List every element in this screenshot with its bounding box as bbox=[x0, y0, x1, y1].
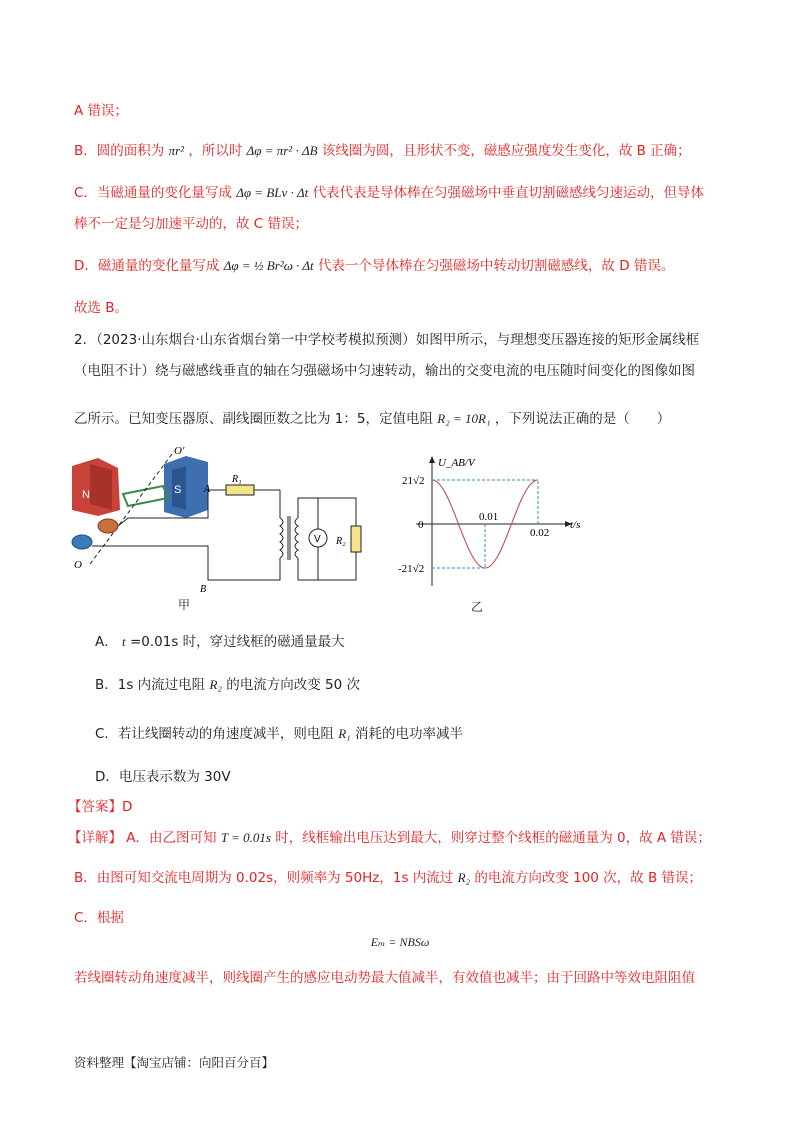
chart-y-arrow bbox=[429, 456, 435, 463]
caption-jia: 甲 bbox=[178, 598, 191, 612]
answer-label: 【答案】D bbox=[68, 799, 133, 815]
label-a: A bbox=[204, 484, 211, 495]
chart-voltage-time bbox=[370, 452, 600, 598]
question-line-1: 2．（2023·山东烟台·山东省烟台第一中学校考模拟预测）如图甲所示，与理想变压器连接的矩形金属线框 bbox=[74, 332, 700, 348]
question-line-2: （电阻不计）绕与磁感线垂直的轴在匀强磁场中匀速转动，输出的交变电流的电压随时间变化的图像如图 bbox=[74, 363, 695, 379]
question-line-3 bbox=[74, 407, 670, 427]
resistor-r2 bbox=[351, 526, 361, 552]
option-a bbox=[95, 630, 345, 650]
text-b-pre: B．圆的面积为 bbox=[74, 143, 165, 159]
label-r2: R₂ bbox=[336, 536, 346, 547]
math-dphi-d: Δφ = ½ Br²ω · Δt bbox=[223, 258, 314, 273]
resistor-r1 bbox=[226, 485, 254, 495]
text-d-pre: D．磁通量的变化量写成 bbox=[74, 258, 220, 274]
chart-y-top-label: 21√2 bbox=[402, 475, 425, 487]
text-b-mid: ，所以时 bbox=[188, 143, 243, 159]
chart-zero-label: 0 bbox=[418, 519, 424, 531]
question-line-3-post: ，下列说法正确的是（ ） bbox=[494, 411, 671, 427]
detail-a bbox=[68, 826, 711, 846]
detail-c: C．根据 bbox=[74, 910, 124, 926]
math-r2-eq: R₂ = 10R₁ bbox=[437, 411, 491, 426]
chart-x-tick-0.02: 0.02 bbox=[530, 527, 550, 539]
option-c-post: 消耗的电功率减半 bbox=[355, 726, 463, 742]
text-a-wrong: A 错误； bbox=[74, 103, 129, 119]
math-r2-b: R₂ bbox=[457, 870, 471, 885]
label-o-bottom: O bbox=[74, 559, 82, 571]
math-pi-r2: πr² bbox=[168, 143, 185, 158]
detail-a-post: 时，线框输出电压达到最大，则穿过整个线框的磁通量为 0，故 A 错误； bbox=[275, 830, 711, 846]
slip-ring-1 bbox=[98, 519, 118, 533]
option-d: D．电压表示数为 30V bbox=[95, 769, 231, 785]
math-t-eq: T = 0.01s bbox=[220, 830, 271, 845]
math-dphi-c: Δφ = BLv · Δt bbox=[236, 185, 309, 200]
text-d-line bbox=[74, 254, 674, 274]
option-a-label: A． bbox=[95, 634, 118, 650]
option-c-pre: C．若让线圈转动的角速度减半，则电阻 bbox=[95, 726, 334, 742]
label-n: N bbox=[82, 489, 90, 501]
math-r1: R₁ bbox=[338, 726, 351, 741]
option-a-text: =0.01s 时，穿过线框的磁通量最大 bbox=[129, 634, 345, 650]
caption-yi: 乙 bbox=[471, 600, 484, 614]
label-v: V bbox=[314, 534, 321, 545]
math-dphi-b: Δφ = πr² · ΔB bbox=[246, 143, 318, 158]
text-c-pre: C．当磁通量的变化量写成 bbox=[74, 185, 232, 201]
detail-a-pre: A．由乙图可知 bbox=[126, 830, 217, 846]
text-d-post: 代表一个导体棒在匀强磁场中转动切割磁感线，故 D 错误。 bbox=[317, 258, 675, 274]
text-c-line bbox=[74, 181, 704, 201]
transformer-primary bbox=[280, 518, 283, 558]
option-b-post: 的电流方向改变 50 次 bbox=[226, 677, 361, 693]
chart-x-label: t/s bbox=[570, 519, 581, 531]
option-c bbox=[95, 722, 463, 742]
chart-y-bottom-label: -21√2 bbox=[398, 563, 425, 575]
math-t: t bbox=[122, 634, 126, 649]
detail-b bbox=[74, 866, 702, 886]
text-c-post: 代表代表是导体棒在匀强磁场中垂直切割磁感线匀速运动，但导体 bbox=[312, 185, 705, 201]
text-b-post: 该线圈为圆，且形状不变，磁感应强度发生变化，故 B 正确； bbox=[321, 143, 691, 159]
option-b bbox=[95, 673, 360, 693]
question-line-3-pre: 乙所示。已知变压器原、副线圈匝数之比为 1：5，定值电阻 bbox=[74, 411, 433, 427]
label-s: S bbox=[174, 484, 182, 496]
detail-last: 若线圈转动角速度减半，则线圈产生的感应电动势最大值减半，有效值也减半；由于回路中等效电阻阻值 bbox=[74, 970, 695, 986]
detail-b-post: 的电流方向改变 100 次，故 B 错误； bbox=[474, 870, 703, 886]
chart-x-tick-0.01: 0.01 bbox=[479, 511, 499, 523]
label-o-top: O′ bbox=[174, 446, 185, 457]
detail-tag: 【详解】 bbox=[68, 830, 122, 846]
footer-text: 资料整理【淘宝店铺：向阳百分百】 bbox=[74, 1055, 275, 1070]
option-b-pre: B．1s 内流过电阻 bbox=[95, 677, 206, 693]
figure-generator-circuit bbox=[68, 446, 368, 616]
detail-b-pre: B．由图可知交流电周期为 0.02s，则频率为 50Hz，1s 内流过 bbox=[74, 870, 454, 886]
text-c-cont: 棒不一定是匀加速平动的，故 C 错误； bbox=[74, 216, 309, 232]
slip-ring-2 bbox=[72, 535, 92, 549]
chart-y-label: U_AB/V bbox=[438, 457, 475, 469]
text-b-line bbox=[74, 139, 691, 159]
transformer-secondary bbox=[295, 518, 298, 558]
math-r2: R₂ bbox=[209, 677, 222, 692]
label-b: B bbox=[200, 584, 207, 595]
label-r1: R₁ bbox=[232, 474, 242, 485]
math-em: Eₘ = NBSω bbox=[370, 935, 430, 949]
text-choose-b: 故选 B。 bbox=[74, 300, 129, 316]
